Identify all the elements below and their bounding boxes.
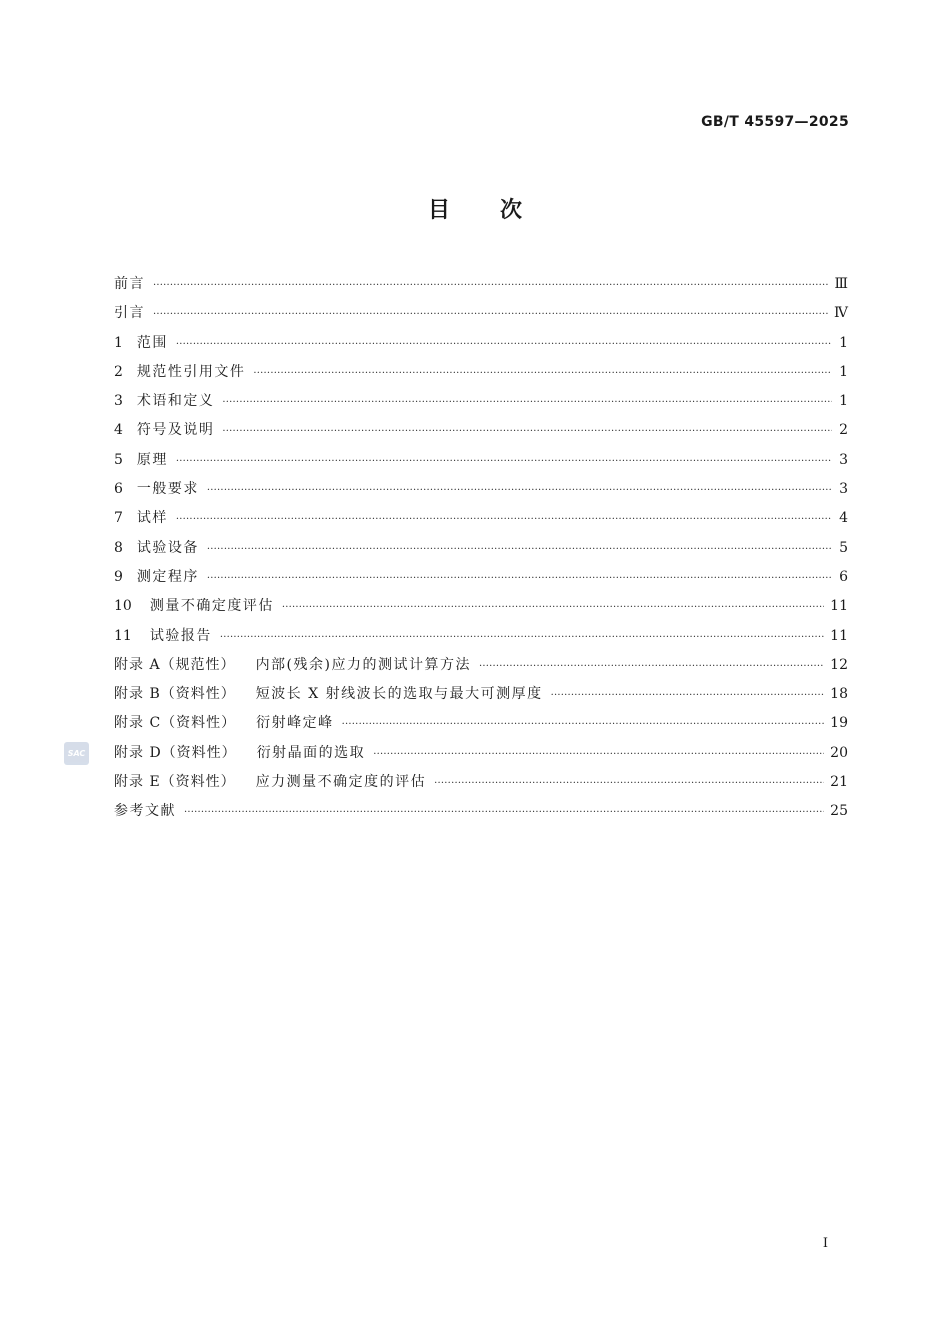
toc-dot-leader: [479, 655, 824, 679]
toc-entry-label: 应力测量不确定度的评估: [255, 774, 427, 791]
toc-entry-label: 内部(残余)应力的测试计算方法: [255, 656, 471, 673]
toc-annex-designation: 附录 D（资料性）: [114, 744, 237, 761]
toc-entry[interactable]: [114, 506, 848, 535]
toc-entry-page: 1: [839, 393, 848, 410]
toc-dot-leader: [222, 420, 832, 444]
toc-dot-leader: [551, 684, 825, 708]
toc-entry-number: 8: [114, 539, 123, 556]
toc-dot-leader: [176, 508, 832, 532]
toc-entry[interactable]: [114, 389, 848, 418]
toc-entry-page: 4: [839, 510, 848, 527]
toc-entry-label: 衍射晶面的选取: [256, 744, 366, 761]
toc-entry-page: 19: [830, 715, 848, 732]
toc-dot-leader: [153, 303, 828, 327]
toc-entry-page: 25: [830, 803, 848, 820]
toc-entry-label: 引言: [114, 305, 145, 322]
toc-entry-label: 试样: [136, 510, 168, 527]
standard-code: GB/T 45597—2025: [701, 114, 849, 130]
page-number: Ⅰ: [822, 1236, 828, 1251]
toc-entry-page: 18: [830, 686, 848, 703]
toc-entry-label: 符号及说明: [136, 422, 215, 439]
toc-entry-number: 10: [114, 598, 132, 615]
toc-entry[interactable]: [114, 418, 848, 447]
toc-entry[interactable]: [114, 682, 848, 711]
toc-entry-label: 试验设备: [136, 539, 199, 556]
toc-annex-designation: 附录 C（资料性）: [114, 715, 237, 732]
toc-dot-leader: [207, 538, 832, 562]
toc-entry-page: 3: [839, 451, 848, 468]
toc-entry-page: 11: [830, 598, 848, 615]
toc-entry-page: 21: [830, 774, 848, 791]
toc-entry-label: 一般要求: [136, 481, 199, 498]
toc-entry-page: 1: [839, 363, 848, 380]
toc-entry[interactable]: [114, 331, 848, 360]
toc-entry-number: 3: [114, 393, 123, 410]
toc-annex-designation: 附录 B（资料性）: [114, 686, 236, 703]
toc-entry-page: 3: [839, 481, 848, 498]
table-of-contents: [114, 272, 848, 829]
toc-dot-leader: [176, 333, 832, 357]
toc-dot-leader: [207, 567, 832, 591]
toc-annex-designation: 附录 A（规范性）: [114, 656, 236, 673]
toc-entry-label: 测定程序: [136, 568, 199, 585]
toc-entry-label: 试验报告: [149, 627, 212, 644]
toc-entry-label: 短波长 X 射线波长的选取与最大可测厚度: [255, 686, 543, 703]
toc-entry[interactable]: [114, 741, 848, 770]
toc-entry[interactable]: [114, 536, 848, 565]
toc-dot-leader: [282, 596, 824, 620]
toc-dot-leader: [434, 772, 824, 796]
toc-entry[interactable]: [114, 770, 848, 799]
toc-entry-number: 7: [114, 510, 123, 527]
toc-entry-label: 前言: [114, 276, 145, 292]
toc-entry-page: 6: [839, 568, 848, 585]
toc-dot-leader: [220, 626, 824, 650]
toc-entry[interactable]: [114, 653, 848, 682]
toc-dot-leader: [184, 801, 824, 825]
toc-entry[interactable]: [114, 624, 848, 653]
toc-entry-page: 11: [830, 627, 848, 644]
page-title: 目次: [427, 198, 572, 223]
toc-dot-leader: [222, 391, 832, 415]
sac-watermark-logo: SAC: [64, 742, 89, 765]
toc-entry-number: 1: [114, 334, 123, 351]
toc-entry-label: 参考文献: [114, 803, 176, 820]
toc-entry[interactable]: [114, 565, 848, 594]
toc-entry-number: 2: [114, 363, 123, 380]
toc-entry-number: 9: [114, 568, 123, 585]
toc-entry[interactable]: [114, 477, 848, 506]
toc-entry-label: 衍射峰定峰: [256, 715, 334, 732]
toc-entry-number: 11: [114, 627, 132, 644]
toc-dot-leader: [207, 479, 832, 503]
toc-entry-label: 原理: [136, 451, 168, 468]
toc-dot-leader: [342, 713, 825, 737]
toc-dot-leader: [176, 450, 832, 474]
toc-entry[interactable]: [114, 360, 848, 389]
toc-entry-page: 1: [839, 334, 848, 351]
toc-dot-leader: [253, 362, 832, 386]
toc-dot-leader: [153, 274, 828, 298]
toc-entry-label: 测量不确定度评估: [149, 598, 274, 615]
toc-entry-page: 5: [839, 539, 848, 556]
toc-entry-number: 4: [114, 422, 123, 439]
toc-entry[interactable]: [114, 448, 848, 477]
toc-entry-number: 6: [114, 481, 123, 498]
toc-entry-page: 20: [830, 744, 848, 761]
toc-entry-page: 2: [839, 422, 848, 439]
toc-entry-number: 5: [114, 451, 123, 468]
toc-entry-page: Ⅳ: [834, 305, 848, 322]
toc-entry[interactable]: [114, 799, 848, 828]
toc-entry-label: 范围: [136, 334, 168, 351]
toc-entry[interactable]: [114, 594, 848, 623]
toc-entry-label: 规范性引用文件: [136, 363, 246, 380]
toc-annex-designation: 附录 E（资料性）: [114, 774, 236, 791]
toc-entry[interactable]: [114, 272, 848, 301]
toc-dot-leader: [373, 743, 824, 767]
toc-entry-page: 12: [830, 656, 848, 673]
toc-entry[interactable]: [114, 711, 848, 740]
toc-entry-label: 术语和定义: [136, 393, 215, 410]
toc-entry-page: Ⅲ: [834, 276, 848, 292]
toc-entry[interactable]: [114, 301, 848, 330]
